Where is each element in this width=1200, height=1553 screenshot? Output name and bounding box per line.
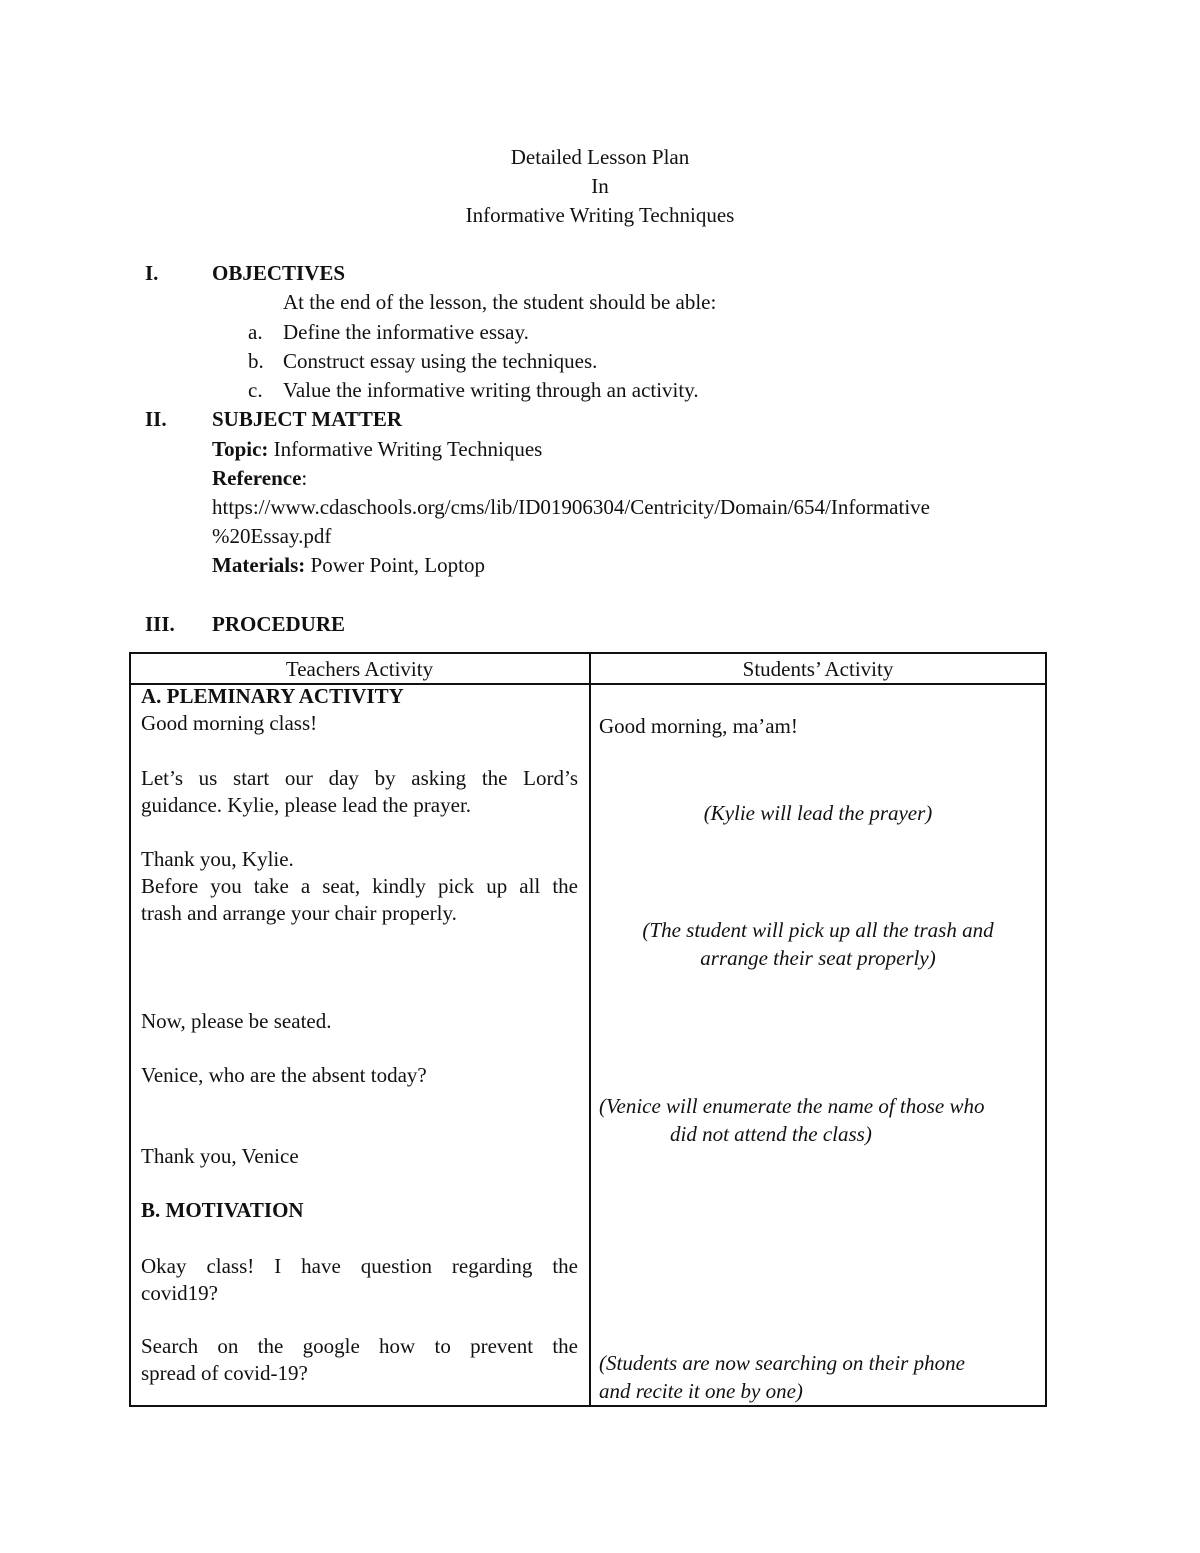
topic-value: Informative Writing Techniques xyxy=(273,437,543,461)
teacher-search-line-2: spread of covid-19? xyxy=(141,1361,308,1385)
prelim-activity-heading: A. PLEMINARY ACTIVITY xyxy=(141,684,404,708)
student-prayer-response: (Kylie will lead the prayer) xyxy=(703,801,933,825)
topic-label: Topic: xyxy=(212,437,269,461)
student-venice-line-2: did not attend the class) xyxy=(670,1122,872,1146)
teacher-prayer-line-1: Let’s us start our day by asking the Lord’s xyxy=(141,766,578,790)
materials-line xyxy=(212,553,485,577)
teacher-search-line-1: Search on the google how to prevent the xyxy=(141,1334,578,1358)
objectives-intro: At the end of the lesson, the student should be able: xyxy=(283,290,717,314)
teacher-column-header: Teachers Activity xyxy=(285,657,434,681)
objective-item-a: Define the informative essay. xyxy=(283,320,529,344)
motivation-heading: B. MOTIVATION xyxy=(141,1198,304,1222)
student-search-line-1: (Students are now searching on their phone xyxy=(599,1351,965,1375)
objective-letter-b: b. xyxy=(248,349,264,373)
procedure-numeral: III. xyxy=(145,612,175,636)
student-trash-line-2: arrange their seat properly) xyxy=(700,946,936,970)
reference-label: Reference xyxy=(212,466,302,490)
materials-value: Power Point, Loptop xyxy=(310,553,485,577)
teacher-greeting: Good morning class! xyxy=(141,711,318,735)
student-trash-line-1: (The student will pick up all the trash and xyxy=(642,918,994,942)
teacher-seated: Now, please be seated. xyxy=(141,1009,332,1033)
objective-letter-c: c. xyxy=(248,378,263,402)
teacher-thanks-venice: Thank you, Venice xyxy=(141,1144,299,1168)
subject-matter-numeral: II. xyxy=(145,407,167,431)
objective-letter-a: a. xyxy=(248,320,263,344)
teacher-absent-question: Venice, who are the absent today? xyxy=(141,1063,427,1087)
teacher-thanks-kylie: Thank you, Kylie. xyxy=(141,847,294,871)
teacher-prayer-line-2: guidance. Kylie, please lead the prayer. xyxy=(141,793,472,817)
table-column-divider xyxy=(589,654,591,1405)
objectives-heading: OBJECTIVES xyxy=(212,261,346,285)
student-search-line-2: and recite it one by one) xyxy=(599,1379,803,1403)
objective-item-b: Construct essay using the techniques. xyxy=(283,349,598,373)
teacher-question-line-1: Okay class! I have question regarding the xyxy=(141,1254,578,1278)
materials-label: Materials: xyxy=(212,553,306,577)
student-column-header: Students’ Activity xyxy=(742,657,894,681)
teacher-trash-line-2: trash and arrange your chair properly. xyxy=(141,901,457,925)
teacher-question-line-2: covid19? xyxy=(141,1281,218,1305)
reference-line xyxy=(212,466,307,490)
objective-item-c: Value the informative writing through an activity. xyxy=(283,378,699,402)
subject-matter-heading: SUBJECT MATTER xyxy=(212,407,403,431)
reference-colon: : xyxy=(301,466,308,490)
teacher-trash-line-1: Before you take a seat, kindly pick up all the xyxy=(141,874,578,898)
title-line-3: Informative Writing Techniques xyxy=(465,203,735,227)
student-greeting: Good morning, ma’am! xyxy=(599,714,798,738)
reference-url-line-1[interactable]: https://www.cdaschools.org/cms/lib/ID01906304/Centricity/Domain/654/Informative xyxy=(212,495,930,519)
objectives-numeral: I. xyxy=(145,261,159,285)
student-venice-line-1: (Venice will enumerate the name of those who xyxy=(599,1094,985,1118)
title-line-2: In xyxy=(591,174,609,198)
reference-url-line-2[interactable]: %20Essay.pdf xyxy=(212,524,332,548)
procedure-heading: PROCEDURE xyxy=(212,612,346,636)
topic-line xyxy=(212,437,542,461)
title-line-1: Detailed Lesson Plan xyxy=(510,145,690,169)
